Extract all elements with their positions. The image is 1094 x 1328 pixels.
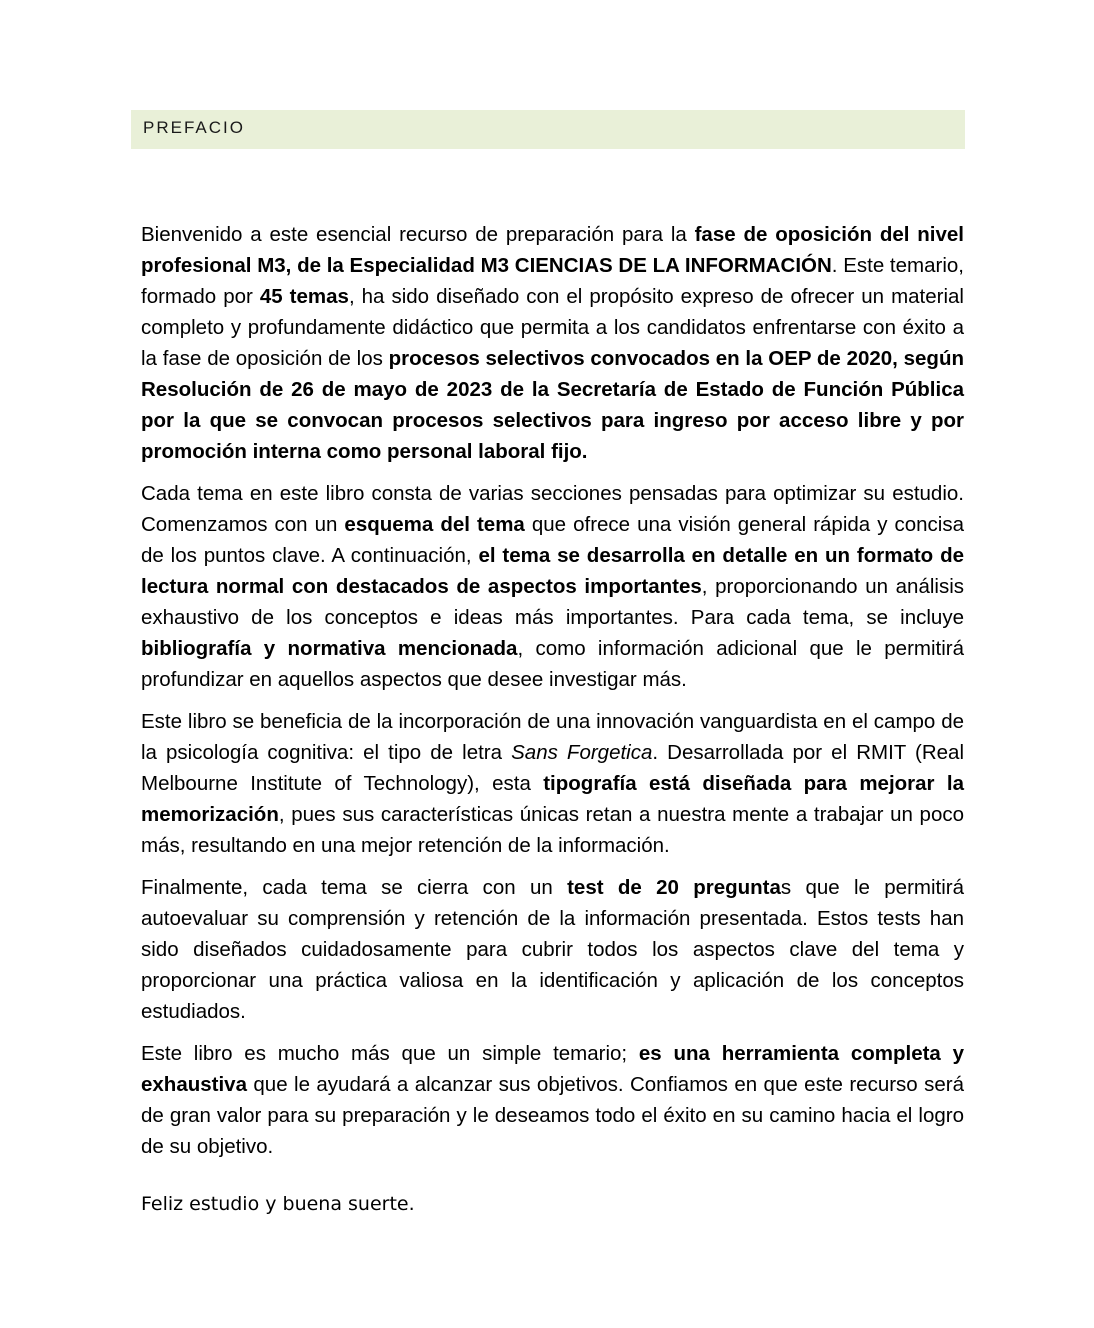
text-run: que ofrece una visión general rápida y concisa de los puntos clave. A continuación, bbox=[141, 513, 965, 567]
paragraph-estructura bbox=[141, 478, 964, 695]
bold-run: 45 temas bbox=[259, 285, 349, 308]
text-run: Este libro es mucho más que un simple temario; bbox=[141, 1042, 639, 1065]
closing-salutation: Feliz estudio y buena suerte. bbox=[141, 1193, 415, 1215]
paragraph-sans-forgetica bbox=[141, 706, 964, 861]
bold-run: el tema se desarrolla en detalle en un formato de lectura normal con destacados de aspectos importantes bbox=[141, 544, 964, 598]
bold-run: bibliografía y normativa mencionada bbox=[141, 637, 518, 660]
bold-run: es una herramienta completa y exhaustiva bbox=[141, 1042, 964, 1096]
text-run: . Este temario, formado por bbox=[141, 254, 964, 308]
text-run: , como información adicional que le permitirá profundizar en aquellos aspectos que desee investigar más. bbox=[141, 637, 965, 691]
text-run: Bienvenido a este esencial recurso de preparación para la bbox=[141, 223, 695, 246]
italic-run: Sans Forgetica bbox=[511, 741, 653, 764]
body-text-column bbox=[141, 219, 964, 1162]
text-run: , ha sido diseñado con el propósito expreso de ofrecer un material completo y profundamente didáctico que permita a los candidatos enfrentarse con éxito a la fase de oposición de los bbox=[141, 285, 964, 370]
text-run: , pues sus características únicas retan a nuestra mente a trabajar un poco más, resultando en una mejor retención de la información. bbox=[141, 803, 964, 857]
page-title: PREFACIO bbox=[143, 118, 245, 137]
paragraph-cierre bbox=[141, 1038, 964, 1162]
text-run: , proporcionando un análisis exhaustivo de los conceptos e ideas más importantes. Para cada tema, se incluye bbox=[141, 575, 965, 629]
paragraph-intro bbox=[141, 219, 964, 467]
section-heading-band bbox=[131, 110, 965, 149]
bold-run: tipografía está diseñada para mejorar la memorización bbox=[141, 772, 964, 826]
bold-run: fase de oposición del nivel profesional M3, de la Especialidad M3 CIENCIAS DE LA INFORMACIÓN bbox=[141, 223, 964, 277]
text-run: que le ayudará a alcanzar sus objetivos. Confiamos en que este recurso será de gran valor para su preparación y le deseamos todo el éxito en su camino hacia el logro de su objetivo. bbox=[141, 1073, 964, 1158]
text-run: Este libro se beneficia de la incorporación de una innovación vanguardista en el campo de la psicología cognitiva: el tipo de letra bbox=[141, 710, 964, 764]
text-run: s que le permitirá autoevaluar su comprensión y retención de la información presentada. Estos tests han sido diseñados cuidadosamente para cubrir todos los aspectos clave del tema y proporcionar una práctica valiosa en la identificación y aplicación de los conceptos estudiados. bbox=[141, 876, 965, 1023]
text-run: Cada tema en este libro consta de varias secciones pensadas para optimizar su estudio. Comenzamos con un bbox=[141, 482, 964, 536]
paragraph-tests bbox=[141, 872, 964, 1027]
bold-run: procesos selectivos convocados en la OEP de 2020, según Resolución de 26 de mayo de 2023 de la Secretaría de Estado de Función Pública por la que se convocan procesos selectivos para ingreso por acceso libre y por promoción interna como personal laboral fijo. bbox=[141, 347, 964, 463]
bold-run: test de 20 pregunta bbox=[567, 876, 781, 899]
bold-run: esquema del tema bbox=[344, 513, 525, 536]
text-run: . Desarrollada por el RMIT (Real Melbourne Institute of Technology), esta bbox=[141, 741, 965, 795]
text-run: Finalmente, cada tema se cierra con un bbox=[141, 876, 568, 899]
